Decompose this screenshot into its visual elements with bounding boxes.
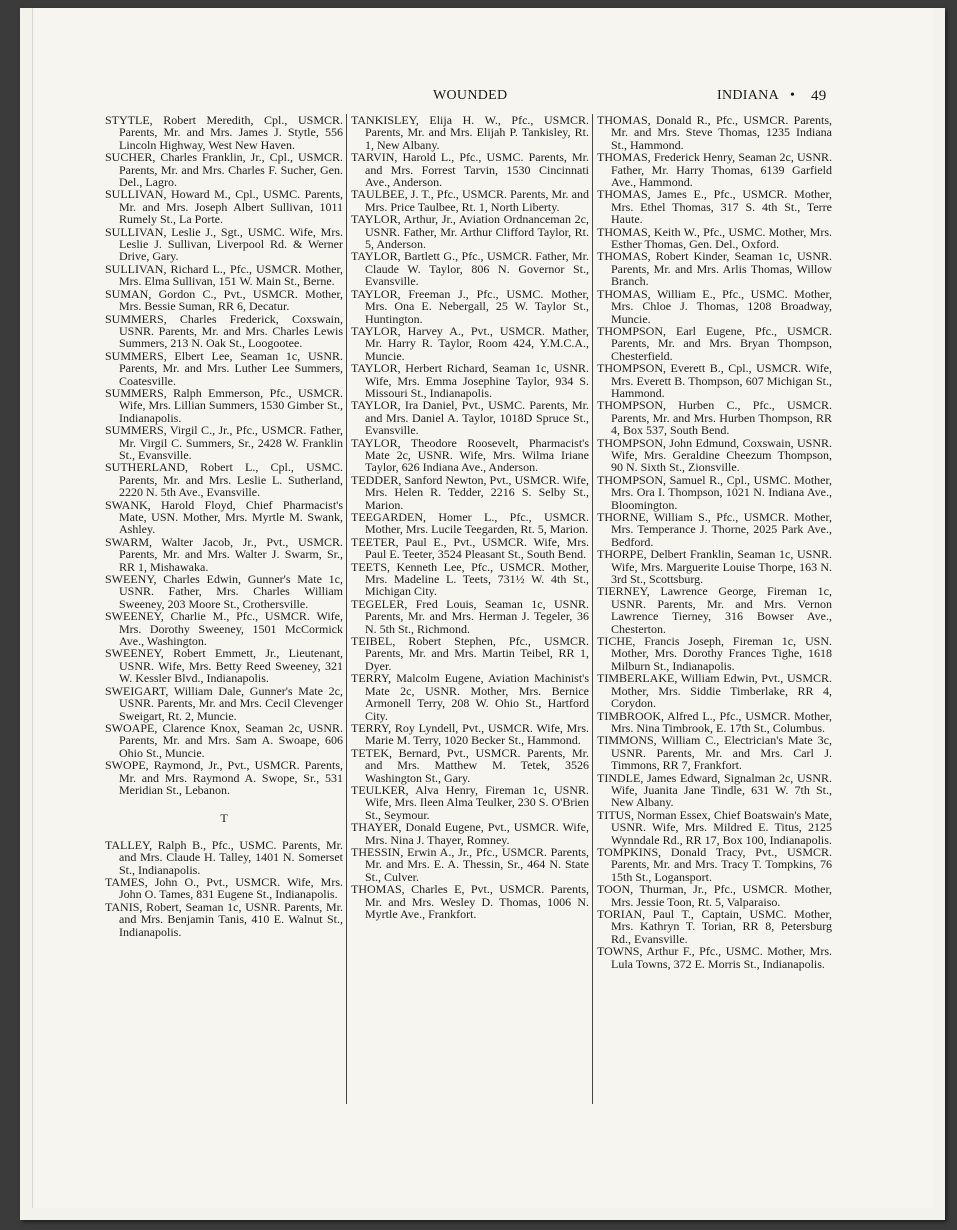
- casualty-entry: THOMAS, Frederick Henry, Seaman 2c, USNR. Father, Mr. Harry Thomas, 6139 Garfield Ave., Hammond.: [597, 150, 832, 190]
- casualty-entry: SUMMERS, Virgil C., Jr., Pfc., USMCR. Father, Mr. Virgil C. Summers, Sr., 2428 W. Franklin St., Evansville.: [105, 423, 343, 462]
- casualty-entry: THESSIN, Erwin A., Jr., Pfc., USMCR. Parents, Mr. and Mrs. E. A. Thessin, Sr., 464 N. State St., Culver.: [351, 844, 589, 884]
- casualty-entry: THOMPSON, John Edmund, Coxswain, USNR. Wife, Mrs. Geraldine Cheezum Thompson, 90 N. Sixth St., Zionsville.: [597, 435, 832, 475]
- casualty-entry: TETEK, Bernard, Pvt., USMCR. Parents, Mr. and Mrs. Matthew M. Tetek, 3526 Washington St., Gary.: [351, 745, 589, 785]
- casualty-entry: SUTHERLAND, Robert L., Cpl., USMC. Parents, Mr. and Mrs. Leslie L. Sutherland, 2220 N. 5th Ave., Evansville.: [105, 460, 343, 500]
- casualty-entry: STYTLE, Robert Meredith, Cpl., USMCR. Parents, Mr. and Mrs. James J. Stytle, 556 Lincoln Highway, West New Haven.: [105, 113, 343, 152]
- casualty-entry: TAYLOR, Harvey A., Pvt., USMCR. Mather, Mr. Harry R. Taylor, Room 424, Y.M.C.A., Muncie.: [351, 323, 589, 363]
- column-1-entries: [105, 114, 343, 796]
- casualty-entry: THOMPSON, Hurben C., Pfc., USMCR. Parents, Mr. and Mrs. Hurben Thompson, RR 4, Box 537, South Bend.: [597, 398, 832, 438]
- casualty-entry: TEIBEL, Robert Stephen, Pfc., USMCR. Parents, Mr. and Mrs. Martin Teibel, RR 1, Dyer.: [351, 634, 589, 673]
- casualty-entry: THOMPSON, Everett B., Cpl., USMCR. Wife, Mrs. Everett B. Thompson, 607 Michigan St., Hammond.: [597, 361, 832, 400]
- casualty-entry: THOMPSON, Samuel R., Cpl., USMC. Mother, Mrs. Ora I. Thompson, 1021 N. Indiana Ave., Bloomington.: [597, 472, 832, 512]
- casualty-entry: TALLEY, Ralph B., Pfc., USMC. Parents, Mr. and Mrs. Claude H. Talley, 1401 N. Somerset St., Indianapolis.: [105, 837, 343, 877]
- casualty-entry: TEGELER, Fred Louis, Seaman 1c, USNR. Parents, Mr. and Mrs. Herman J. Tegeler, 36 N. 5th St., Richmond.: [351, 596, 589, 636]
- casualty-entry: TAYLOR, Herbert Richard, Seaman 1c, USNR. Wife, Mrs. Emma Josephine Taylor, 934 S. Missouri St., Indianapolis.: [351, 361, 589, 400]
- casualty-entry: TANIS, Robert, Seaman 1c, USNR. Parents, Mr. and Mrs. Benjamin Tanis, 410 E. Walnut St., Indianapolis.: [105, 899, 343, 939]
- casualty-entry: TIMBROOK, Alfred L., Pfc., USMCR. Mother, Mrs. Nina Timbrook, E. 17th St., Columbus.: [597, 708, 832, 735]
- column-3: [597, 114, 832, 970]
- casualty-entry: SUCHER, Charles Franklin, Jr., Cpl., USMCR. Parents, Mr. and Mrs. Charles F. Sucher, Gen. Del., Lagro.: [105, 150, 343, 190]
- casualty-entry: TEEGARDEN, Homer L., Pfc., USMCR. Mother, Mrs. Lucile Teegarden, Rt. 5, Marion.: [351, 510, 589, 537]
- section-title: WOUNDED: [433, 88, 508, 103]
- casualty-entry: TINDLE, James Edward, Signalman 2c, USNR. Wife, Juanita Jane Tindle, 631 W. 7th St., New Albany.: [597, 770, 832, 810]
- casualty-entry: SWEENEY, Robert Emmett, Jr., Lieutenant, USNR. Wife, Mrs. Betty Reed Sweeney, 321 W. Kessler Blvd., Indianapolis.: [105, 646, 343, 686]
- casualty-entry: SULLIVAN, Richard L., Pfc., USMCR. Mother, Mrs. Elma Sullivan, 151 W. Main St., Berne.: [105, 261, 343, 289]
- casualty-entry: SWARM, Walter Jacob, Jr., Pvt., USMCR. Parents, Mr. and Mrs. Walter J. Swarm, Sr., RR 1, Mishawaka.: [105, 534, 343, 574]
- casualty-entry: SWOPE, Raymond, Jr., Pvt., USMCR. Parents, Mr. and Mrs. Raymond A. Swope, Sr., 531 Meridian St., Lebanon.: [105, 758, 343, 797]
- running-header: [33, 88, 933, 108]
- casualty-entry: TEETS, Kenneth Lee, Pfc., USMCR. Mother, Mrs. Madeline L. Teets, 731½ W. 4th St., Michigan City.: [351, 559, 589, 599]
- casualty-entry: THOMAS, James E., Pfc., USMCR. Mother, Mrs. Ethel Thomas, 317 S. 4th St., Terre Haute.: [597, 187, 832, 227]
- page-sheet: [20, 8, 945, 1220]
- casualty-entry: SUMAN, Gordon C., Pvt., USMCR. Mother, Mrs. Bessie Suman, RR 6, Decatur.: [105, 286, 343, 314]
- casualty-entry: TERRY, Malcolm Eugene, Aviation Machinist's Mate 2c, USNR. Mother, Mrs. Bernice Armonell Terry, 208 W. Ohio St., Hartford City.: [351, 671, 589, 723]
- casualty-entry: TIERNEY, Lawrence George, Fireman 1c, USNR. Parents, Mr. and Mrs. Vernon Lawrence Tierney, 316 Bowser Ave., Chesterton.: [597, 584, 832, 636]
- column-2-entries: [351, 114, 589, 920]
- casualty-entry: TEDDER, Sanford Newton, Pvt., USMCR. Wife, Mrs. Helen R. Tedder, 2216 S. Selby St., Marion.: [351, 472, 589, 512]
- casualty-entry: TEULKER, Alva Henry, Fireman 1c, USNR. Wife, Mrs. Ileen Alma Teulker, 230 S. O'Brien St., Seymour.: [351, 782, 589, 822]
- casualty-entry: SWEENY, Charles Edwin, Gunner's Mate 1c, USNR. Father, Mrs. Charles William Sweeney, 203 Moore St., Crothersville.: [105, 572, 343, 611]
- casualty-entry: THOMAS, Charles E, Pvt., USMCR. Parents, Mr. and Mrs. Wesley D. Thomas, 1006 N. Myrtle Ave., Frankfort.: [351, 882, 589, 921]
- casualty-entry: TAYLOR, Theodore Roosevelt, Pharmacist's Mate 2c, USNR. Wife, Mrs. Wilma Iriane Taylor, 626 Indiana Ave., Anderson.: [351, 435, 589, 475]
- casualty-entry: SWEENEY, Charlie M., Pfc., USMCR. Wife, Mrs. Dorothy Sweeney, 1501 McCormick Ave., Washington.: [105, 609, 343, 649]
- casualty-entry: TAULBEE, J. T., Pfc., USMCR. Parents, Mr. and Mrs. Price Taulbee, Rt. 1, North Liberty.: [351, 187, 589, 214]
- casualty-entry: SUMMERS, Ralph Emmerson, Pfc., USMCR. Wife, Mrs. Lillian Summers, 1530 Gimber St., Indianapolis.: [105, 385, 343, 425]
- casualty-entry: THOMAS, Robert Kinder, Seaman 1c, USNR. Parents, Mr. and Mrs. Arlis Thomas, Willow Branch.: [597, 249, 832, 289]
- casualty-entry: THOMAS, Donald R., Pfc., USMCR. Parents, Mr. and Mrs. Steve Thomas, 1235 Indiana St., Hammond.: [597, 113, 832, 152]
- casualty-entry: TITUS, Norman Essex, Chief Boatswain's Mate, USNR. Wife, Mrs. Mildred E. Titus, 2125 Wynndale Rd., RR 17, Box 100, Indianapolis.: [597, 807, 832, 847]
- casualty-entry: TEETER, Paul E., Pvt., USMCR. Wife, Mrs. Paul E. Teeter, 3524 Pleasant St., South Bend.: [351, 534, 589, 562]
- casualty-entry: THORPE, Delbert Franklin, Seaman 1c, USNR. Wife, Mrs. Marguerite Louise Thorpe, 163 N. 3rd St., Scottsburg.: [597, 547, 832, 587]
- casualty-entry: TAYLOR, Ira Daniel, Pvt., USMC. Parents, Mr. and Mrs. Daniel A. Taylor, 1018D Spruce St., Evansville.: [351, 398, 589, 438]
- casualty-entry: SUMMERS, Elbert Lee, Seaman 1c, USNR. Parents, Mr. and Mrs. Luther Lee Summers, Coatesville.: [105, 348, 343, 388]
- casualty-entry: THOMAS, William E., Pfc., USMC. Mother, Mrs. Chloe J. Thomas, 1208 Broadway, Muncie.: [597, 286, 832, 326]
- casualty-entry: SUMMERS, Charles Frederick, Coxswain, USNR. Parents, Mr. and Mrs. Charles Lewis Summers, 213 N. Oak St., Loogootee.: [105, 311, 343, 351]
- casualty-entry: TAMES, John O., Pvt., USMCR. Wife, Mrs. John O. Tames, 831 Eugene St., Indianapolis.: [105, 874, 343, 902]
- section-letter: T: [220, 811, 228, 826]
- page-content: [32, 8, 933, 1208]
- casualty-entry: SWOAPE, Clarence Knox, Seaman 2c, USNR. Parents, Mr. and Mrs. Sam A. Swoape, 606 Ohio St., Muncie.: [105, 720, 343, 760]
- casualty-entry: SULLIVAN, Leslie J., Sgt., USMC. Wife, Mrs. Leslie J. Sullivan, Liverpool Rd. & Werner Drive, Gary.: [105, 224, 343, 264]
- column-divider: [592, 114, 593, 1104]
- casualty-entry: TAYLOR, Bartlett G., Pfc., USMCR. Father, Mr. Claude W. Taylor, 806 N. Governor St., Evansville.: [351, 249, 589, 289]
- column-divider: [346, 114, 347, 1104]
- page-number: 49: [811, 88, 827, 104]
- column-3-entries: [597, 114, 832, 970]
- casualty-entry: TORIAN, Paul T., Captain, USMC. Mother, Mrs. Kathryn T. Torian, RR 8, Petersburg Rd., Evansville.: [597, 907, 832, 946]
- casualty-entry: TAYLOR, Freeman J., Pfc., USMC. Mother, Mrs. Ona E. Nebergall, 25 W. Taylor St., Huntington.: [351, 286, 589, 326]
- casualty-entry: TIMMONS, William C., Electrician's Mate 3c, USNR. Parents, Mr. and Mrs. Carl J. Timmons, RR 7, Frankfort.: [597, 733, 832, 773]
- column-1-entries-t: [105, 839, 343, 938]
- casualty-entry: THAYER, Donald Eugene, Pvt., USMCR. Wife, Mrs. Nina J. Thayer, Romney.: [351, 820, 589, 847]
- casualty-entry: TIMBERLAKE, William Edwin, Pvt., USMCR. Mother, Mrs. Siddie Timberlake, RR 4, Corydon.: [597, 671, 832, 711]
- casualty-entry: TOWNS, Arthur F., Pfc., USMC. Mother, Mrs. Lula Towns, 372 E. Morris St., Indianapolis.: [597, 944, 832, 971]
- casualty-entry: TERRY, Roy Lyndell, Pvt., USMCR. Wife, Mrs. Marie M. Terry, 1020 Becker St., Hammond.: [351, 720, 589, 748]
- casualty-entry: TANKISLEY, Elija H. W., Pfc., USMCR. Parents, Mr. and Mrs. Elijah P. Tankisley, Rt. 1, New Albany.: [351, 113, 589, 152]
- casualty-entry: TARVIN, Harold L., Pfc., USMC. Parents, Mr. and Mrs. Forrest Tarvin, 1530 Cincinnati Ave., Anderson.: [351, 150, 589, 190]
- column-1: [105, 114, 343, 938]
- casualty-entry: SULLIVAN, Howard M., Cpl., USMC. Parents, Mr. and Mrs. Joseph Albert Sullivan, 1011 Rumely St., La Porte.: [105, 187, 343, 227]
- casualty-entry: THOMPSON, Earl Eugene, Pfc., USMCR. Parents, Mr. and Mrs. Bryan Thompson, Chesterfield.: [597, 323, 832, 363]
- casualty-entry: THORNE, William S., Pfc., USMCR. Mother, Mrs. Temperance J. Thorne, 2025 Park Ave., Bedford.: [597, 510, 832, 549]
- casualty-entry: TAYLOR, Arthur, Jr., Aviation Ordnanceman 2c, USNR. Father, Mr. Arthur Clifford Taylor, Rt. 5, Anderson.: [351, 212, 589, 252]
- casualty-entry: TICHE, Francis Joseph, Fireman 1c, USN. Mother, Mrs. Dorothy Frances Tighe, 1618 Milburn St., Indianapolis.: [597, 634, 832, 673]
- header-separator: •: [790, 88, 796, 103]
- casualty-entry: TOON, Thurman, Jr., Pfc., USMCR. Mother, Mrs. Jessie Toon, Rt. 5, Valparaiso.: [597, 882, 832, 909]
- column-2: [351, 114, 589, 920]
- casualty-entry: SWEIGART, William Dale, Gunner's Mate 2c, USNR. Parents, Mr. and Mrs. Cecil Clevenger Sweigart, Rt. 2, Muncie.: [105, 683, 343, 723]
- casualty-entry: TOMPKINS, Donald Tracy, Pvt., USMCR. Parents, Mr. and Mrs. Tracy T. Tompkins, 76 15th St., Logansport.: [597, 844, 832, 884]
- casualty-entry: SWANK, Harold Floyd, Chief Pharmacist's Mate, USN. Mother, Mrs. Myrtle M. Swank, Ashley.: [105, 497, 343, 537]
- state-name: INDIANA: [717, 88, 779, 103]
- casualty-entry: THOMAS, Keith W., Pfc., USMC. Mother, Mrs. Esther Thomas, Gen. Del., Oxford.: [597, 224, 832, 252]
